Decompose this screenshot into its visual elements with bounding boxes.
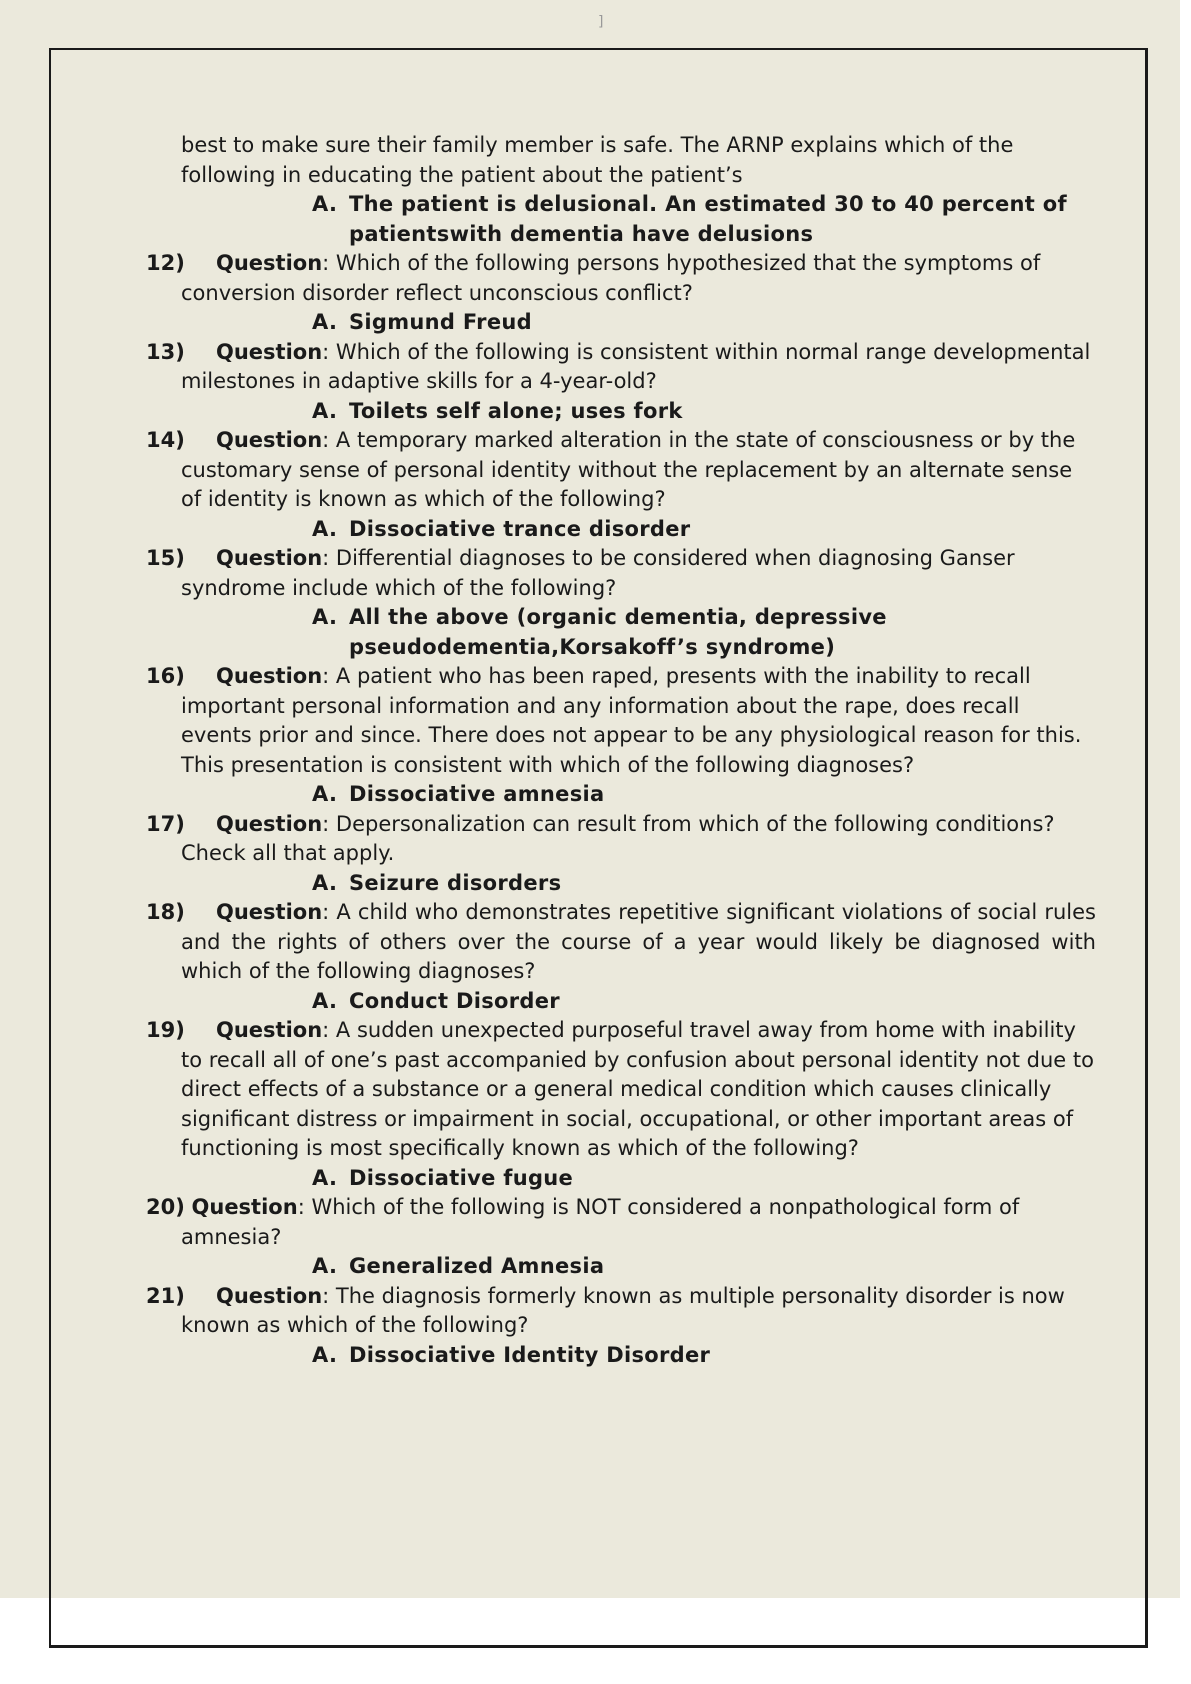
question-label: Question [216, 428, 323, 452]
answer-text: Dissociative Identity Disorder [349, 1342, 711, 1367]
question-label: Question [216, 664, 323, 688]
question-20 [146, 1193, 1096, 1252]
question-number: 17) [146, 811, 185, 836]
question-number: 20) [146, 1195, 185, 1219]
question-12 [146, 249, 1096, 308]
answer-text: Conduct Disorder [349, 988, 560, 1013]
answer-letter: A. [312, 1342, 338, 1367]
answer-letter: A. [312, 310, 338, 334]
question-text: : Which of the following is NOT considered a nonpathological form of amnesia? [181, 1195, 1020, 1249]
answer-letter: A. [312, 988, 338, 1013]
answer-13 [146, 397, 1096, 427]
question-label: Question [216, 1018, 323, 1042]
answer-18 [146, 987, 1096, 1017]
lead-answer [146, 190, 1096, 249]
answer-letter: A. [312, 1165, 338, 1190]
answer-16 [146, 780, 1096, 810]
question-number: 14) [146, 428, 185, 452]
answer-15 [146, 603, 1096, 662]
question-number: 21) [146, 1283, 185, 1308]
question-16 [146, 662, 1096, 780]
question-label: Question [216, 546, 323, 570]
answer-letter: A. [312, 1254, 338, 1278]
answer-text: Generalized Amnesia [349, 1254, 605, 1278]
question-number: 19) [146, 1018, 185, 1042]
question-label: Question [216, 1283, 323, 1308]
question-number: 16) [146, 664, 185, 688]
answer-text: Dissociative trance disorder [349, 516, 691, 541]
question-text: : Which of the following persons hypothesized that the symptoms of conversion disorder reflect unconscious conflict? [181, 251, 1041, 305]
question-text: : A patient who has been raped, presents with the inability to recall important personal information and any information about the rape, does recall events prior and since. There does not appear to be any physiological reason for this. This presentation is consistent with which of the following diagnoses? [181, 664, 1082, 777]
lead-paragraph: best to make sure their family member is safe. The ARNP explains which of the following in educating the patient about the patient’s [181, 133, 1014, 187]
answer-letter: A. [312, 870, 338, 895]
question-17 [146, 810, 1096, 869]
question-text: : The diagnosis formerly known as multiple personality disorder is now known as which of the following? [181, 1283, 1065, 1337]
question-text: : A temporary marked alteration in the state of consciousness or by the customary sense of personal identity without the replacement by an alternate sense of identity is known as which of the following? [181, 428, 1076, 511]
answer-text: Dissociative fugue [349, 1165, 574, 1190]
answer-letter: A. [312, 516, 338, 541]
answer-text: Sigmund Freud [349, 310, 532, 334]
answer-text: All the above (organic dementia, depressive pseudodementia,Korsakoff’s syndrome) [349, 605, 887, 659]
question-18 [146, 898, 1096, 987]
answer-letter: A. [312, 605, 338, 629]
document-body [146, 131, 1096, 1370]
answer-14 [146, 515, 1096, 545]
question-21 [146, 1282, 1096, 1341]
answer-text: The patient is delusional. An estimated 30 to 40 percent of patientswith dementia have delusions [349, 192, 1067, 246]
question-label: Question [216, 900, 323, 924]
question-text: : Which of the following is consistent within normal range developmental milestones in adaptive skills for a 4-year-old? [181, 339, 1091, 393]
question-text: : Depersonalization can result from which of the following conditions? Check all that apply. [181, 811, 1055, 865]
question-number: 15) [146, 546, 185, 570]
question-15 [146, 544, 1096, 603]
question-label: Question [216, 251, 323, 275]
question-text: : A child who demonstrates repetitive significant violations of social rules and the rights of others over the course of a year would likely be diagnosed with which of the following diagnoses? [181, 900, 1096, 983]
answer-letter: A. [312, 782, 338, 806]
header-mark: ] [598, 14, 604, 30]
question-label: Question [191, 1195, 298, 1219]
answer-12 [146, 308, 1096, 338]
question-14 [146, 426, 1096, 515]
question-number: 13) [146, 339, 185, 364]
question-number: 12) [146, 251, 185, 275]
answer-17 [146, 869, 1096, 899]
answer-21 [146, 1341, 1096, 1371]
question-19 [146, 1016, 1096, 1164]
question-text: : Differential diagnoses to be considered when diagnosing Ganser syndrome include which of the following? [181, 546, 1015, 600]
answer-text: Toilets self alone; uses fork [349, 398, 683, 423]
question-label: Question [216, 811, 323, 836]
answer-20 [146, 1252, 1096, 1282]
answer-text: Seizure disorders [349, 870, 562, 895]
answer-text: Dissociative amnesia [349, 782, 605, 806]
question-13 [146, 338, 1096, 397]
answer-letter: A. [312, 398, 338, 423]
question-number: 18) [146, 900, 185, 924]
question-label: Question [216, 339, 323, 364]
question-text: : A sudden unexpected purposeful travel away from home with inability to recall all of one’s past accompanied by confusion about personal identity not due to direct effects of a substance or a general medical condition which causes clinically significant distress or impairment in social, occupational, or other important areas of functioning is most specifically known as which of the following? [181, 1018, 1094, 1160]
answer-19 [146, 1164, 1096, 1194]
answer-letter: A. [312, 192, 338, 216]
